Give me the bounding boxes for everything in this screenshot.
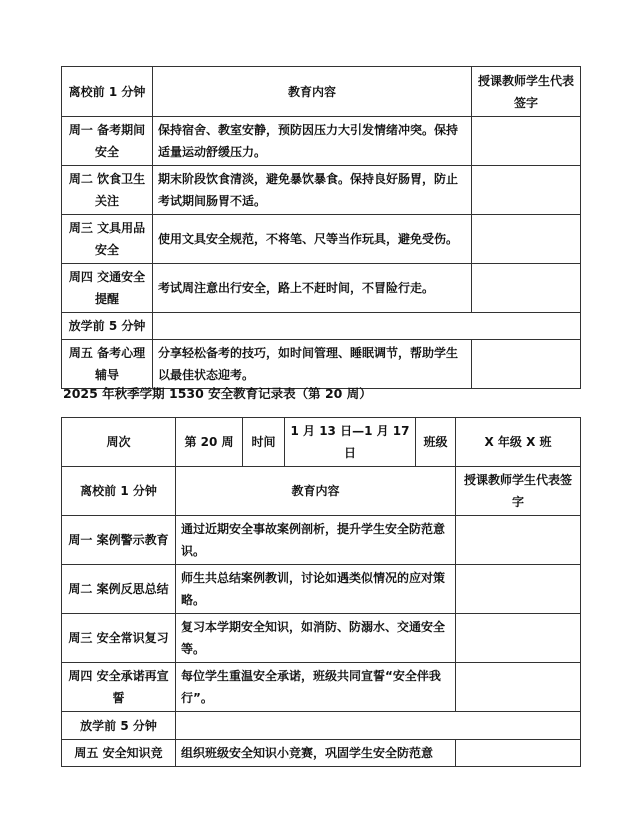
header-period: 离校前 1 分钟 (62, 67, 153, 117)
table-week-20 (61, 417, 581, 767)
header-content: 教育内容 (153, 67, 472, 117)
after-school-label: 放学前 5 分钟 (62, 712, 176, 740)
time-value: 1 月 13 日—1 月 17 日 (285, 418, 416, 467)
row-day: 周一 案例警示教育 (62, 516, 176, 565)
row-day: 周四 交通安全提醒 (62, 264, 153, 313)
signature-cell[interactable] (472, 264, 581, 313)
row-day: 周五 安全知识竞 (62, 740, 176, 767)
row-content: 每位学生重温安全承诺，班级共同宣誓“安全伴我行”。 (176, 663, 456, 712)
record-table-heading: 2025 年秋季学期 1530 安全教育记录表（第 20 周） (63, 386, 372, 401)
signature-cell[interactable] (456, 614, 581, 663)
header-content: 教育内容 (176, 467, 456, 516)
after-school-blank (153, 313, 581, 340)
row-day: 周二 饮食卫生关注 (62, 166, 153, 215)
week-label: 周次 (62, 418, 176, 467)
row-day: 周二 案例反思总结 (62, 565, 176, 614)
row-content: 考试周注意出行安全，路上不赶时间，不冒险行走。 (153, 264, 472, 313)
class-label: 班级 (416, 418, 456, 467)
signature-cell[interactable] (456, 663, 581, 712)
row-day: 周三 文具用品安全 (62, 215, 153, 264)
row-day: 周一 备考期间安全 (62, 117, 153, 166)
week-value: 第 20 周 (176, 418, 243, 467)
row-day: 周四 安全承诺再宣誓 (62, 663, 176, 712)
row-content: 保持宿舍、教室安静，预防因压力大引发情绪冲突。保持适量运动舒缓压力。 (153, 117, 472, 166)
signature-cell[interactable] (472, 215, 581, 264)
signature-cell[interactable] (472, 340, 581, 389)
header-signature: 授课教师学生代表签字 (456, 467, 581, 516)
row-day: 周三 安全常识复习 (62, 614, 176, 663)
signature-cell[interactable] (472, 166, 581, 215)
after-school-label: 放学前 5 分钟 (62, 313, 153, 340)
header-signature: 授课教师学生代表签字 (472, 67, 581, 117)
row-content: 使用文具安全规范，不将笔、尺等当作玩具，避免受伤。 (153, 215, 472, 264)
signature-cell[interactable] (456, 565, 581, 614)
time-label: 时间 (243, 418, 285, 467)
table-week-19-tail (61, 66, 581, 389)
row-content: 期末阶段饮食清淡，避免暴饮暴食。保持良好肠胃，防止考试期间肠胃不适。 (153, 166, 472, 215)
class-value: X 年级 X 班 (456, 418, 581, 467)
row-content: 复习本学期安全知识，如消防、防溺水、交通安全等。 (176, 614, 456, 663)
row-content: 通过近期安全事故案例剖析，提升学生安全防范意识。 (176, 516, 456, 565)
after-school-blank (176, 712, 581, 740)
row-content: 组织班级安全知识小竞赛，巩固学生安全防范意 (176, 740, 456, 767)
header-period: 离校前 1 分钟 (62, 467, 176, 516)
row-day: 周五 备考心理辅导 (62, 340, 153, 389)
signature-cell[interactable] (456, 740, 581, 767)
signature-cell[interactable] (472, 117, 581, 166)
row-content: 师生共总结案例教训，讨论如遇类似情况的应对策略。 (176, 565, 456, 614)
signature-cell[interactable] (456, 516, 581, 565)
row-content: 分享轻松备考的技巧，如时间管理、睡眠调节，帮助学生以最佳状态迎考。 (153, 340, 472, 389)
